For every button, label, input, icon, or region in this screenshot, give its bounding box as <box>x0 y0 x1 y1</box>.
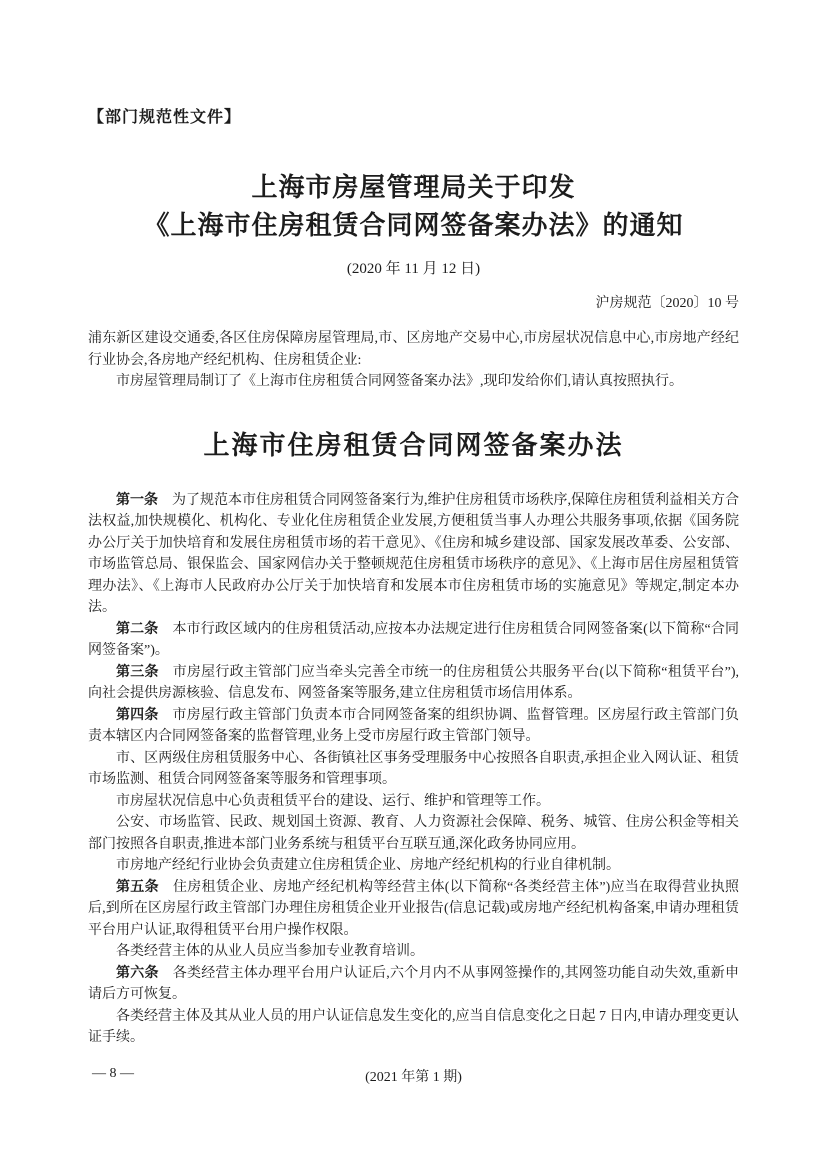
article-number-label: 第四条 <box>116 707 159 723</box>
notice-title <box>88 169 739 245</box>
body-paragraph: 各类经营主体的从业人员应当参加专业教育培训。 <box>116 944 424 959</box>
body-paragraph: 市、区两级住房租赁服务中心、各街镇社区事务受理服务中心按照各自职责,承担企业入网认证、租赁市场监测、租赁合同网签备案等服务和管理事项。 <box>88 750 739 787</box>
notice-title-line1: 上海市房屋管理局关于印发 <box>251 173 576 202</box>
article-number-label: 第六条 <box>116 965 159 981</box>
body-paragraph: 市房屋管理局制订了《上海市住房租赁合同网签备案办法》,现印发给你们,请认真按照执行。 <box>116 374 683 389</box>
article-paragraph: 第一条 为了规范本市住房租赁合同网签备案行为,维护住房租赁市场秩序,保障住房租赁利益相关方合法权益,加快规模化、机构化、专业化住房租赁企业发展,方便租赁当事人办理公共服务事项,依据《国务院办公厅关于加快培育和发展住房租赁市场的若干意见》、《住房和城乡建设部、国家发展改革委、公安部、市场监管总局、银保监会、国家网信办关于整顿规范住房租赁市场秩序的意见》、《上海市居住房屋租赁管理办法》、《上海市人民政府办公厅关于加快培育和发展本市住房租赁市场的实施意见》等规定,制定本办法。 <box>88 492 739 615</box>
article-number-label: 第一条 <box>116 492 158 508</box>
page-footer <box>88 1066 739 1086</box>
article-paragraph: 第五条 住房租赁企业、房地产经纪机构等经营主体(以下简称“各类经营主体”)应当在取得营业执照后,到所在区房屋行政主管部门办理住房租赁企业开业报告(信息记载)或房地产经纪机构备案,申请办理租赁平台用户认证,取得租赁平台用户操作权限。 <box>88 879 740 938</box>
notice-title-line2: 《上海市住房租赁合同网签备案办法》的通知 <box>143 211 684 240</box>
notice-date: (2020 年 11 月 12 日) <box>346 261 481 277</box>
body-paragraph: 市房屋状况信息中心负责租赁平台的建设、运行、维护和管理等工作。 <box>116 793 550 809</box>
article-paragraph: 第二条 本市行政区域内的住房租赁活动,应按本办法规定进行住房租赁合同网签备案(以下简称“合同网签备案”)。 <box>88 621 739 658</box>
document-category-tag: 【部门规范性文件】 <box>88 109 242 126</box>
body-paragraph: 浦东新区建设交通委,各区住房保障房屋管理局,市、区房地产交易中心,市房屋状况信息中心,市房地产经纪行业协会,各房地产经纪机构、住房租赁企业: <box>88 331 739 368</box>
notice-body <box>88 328 739 393</box>
article-paragraph: 第三条 市房屋行政主管部门应当牵头完善全市统一的住房租赁公共服务平台(以下简称“租赁平台”),向社会提供房源核验、信息发布、网签备案等服务,建立住房租赁市场信用体系。 <box>88 664 740 701</box>
article-number-label: 第二条 <box>116 621 159 637</box>
issue-label: (2021 年第 1 期) <box>365 1070 462 1085</box>
body-paragraph: 市房地产经纪行业协会负责建立住房租赁企业、房地产经纪机构的行业自律机制。 <box>116 858 620 873</box>
article-number-label: 第三条 <box>116 664 159 680</box>
measures-articles <box>88 490 739 1049</box>
article-paragraph: 第四条 市房屋行政主管部门负责本市合同网签备案的组织协调、监督管理。区房屋行政主管部门负责本辖区内合同网签备案的监督管理,业务上受市房屋行政主管部门领导。 <box>88 707 739 744</box>
body-paragraph: 各类经营主体及其从业人员的用户认证信息发生变化的,应当自信息变化之日起 7 日内,申请办理变更认证手续。 <box>88 1008 739 1045</box>
measures-title: 上海市住房租赁合同网签备案办法 <box>203 430 624 460</box>
page-number: — 8 — <box>92 1066 134 1081</box>
body-paragraph: 公安、市场监管、民政、规划国土资源、教育、人力资源社会保障、税务、城管、住房公积金等相关部门按照各自职责,推进本部门业务系统与租赁平台互联互通,深化政务协同应用。 <box>88 815 739 852</box>
article-paragraph: 第六条 各类经营主体办理平台用户认证后,六个月内不从事网签操作的,其网签功能自动失效,重新申请后方可恢复。 <box>88 965 740 1002</box>
article-number-label: 第五条 <box>116 879 159 895</box>
document-number: 沪房规范〔2020〕10 号 <box>595 296 739 311</box>
